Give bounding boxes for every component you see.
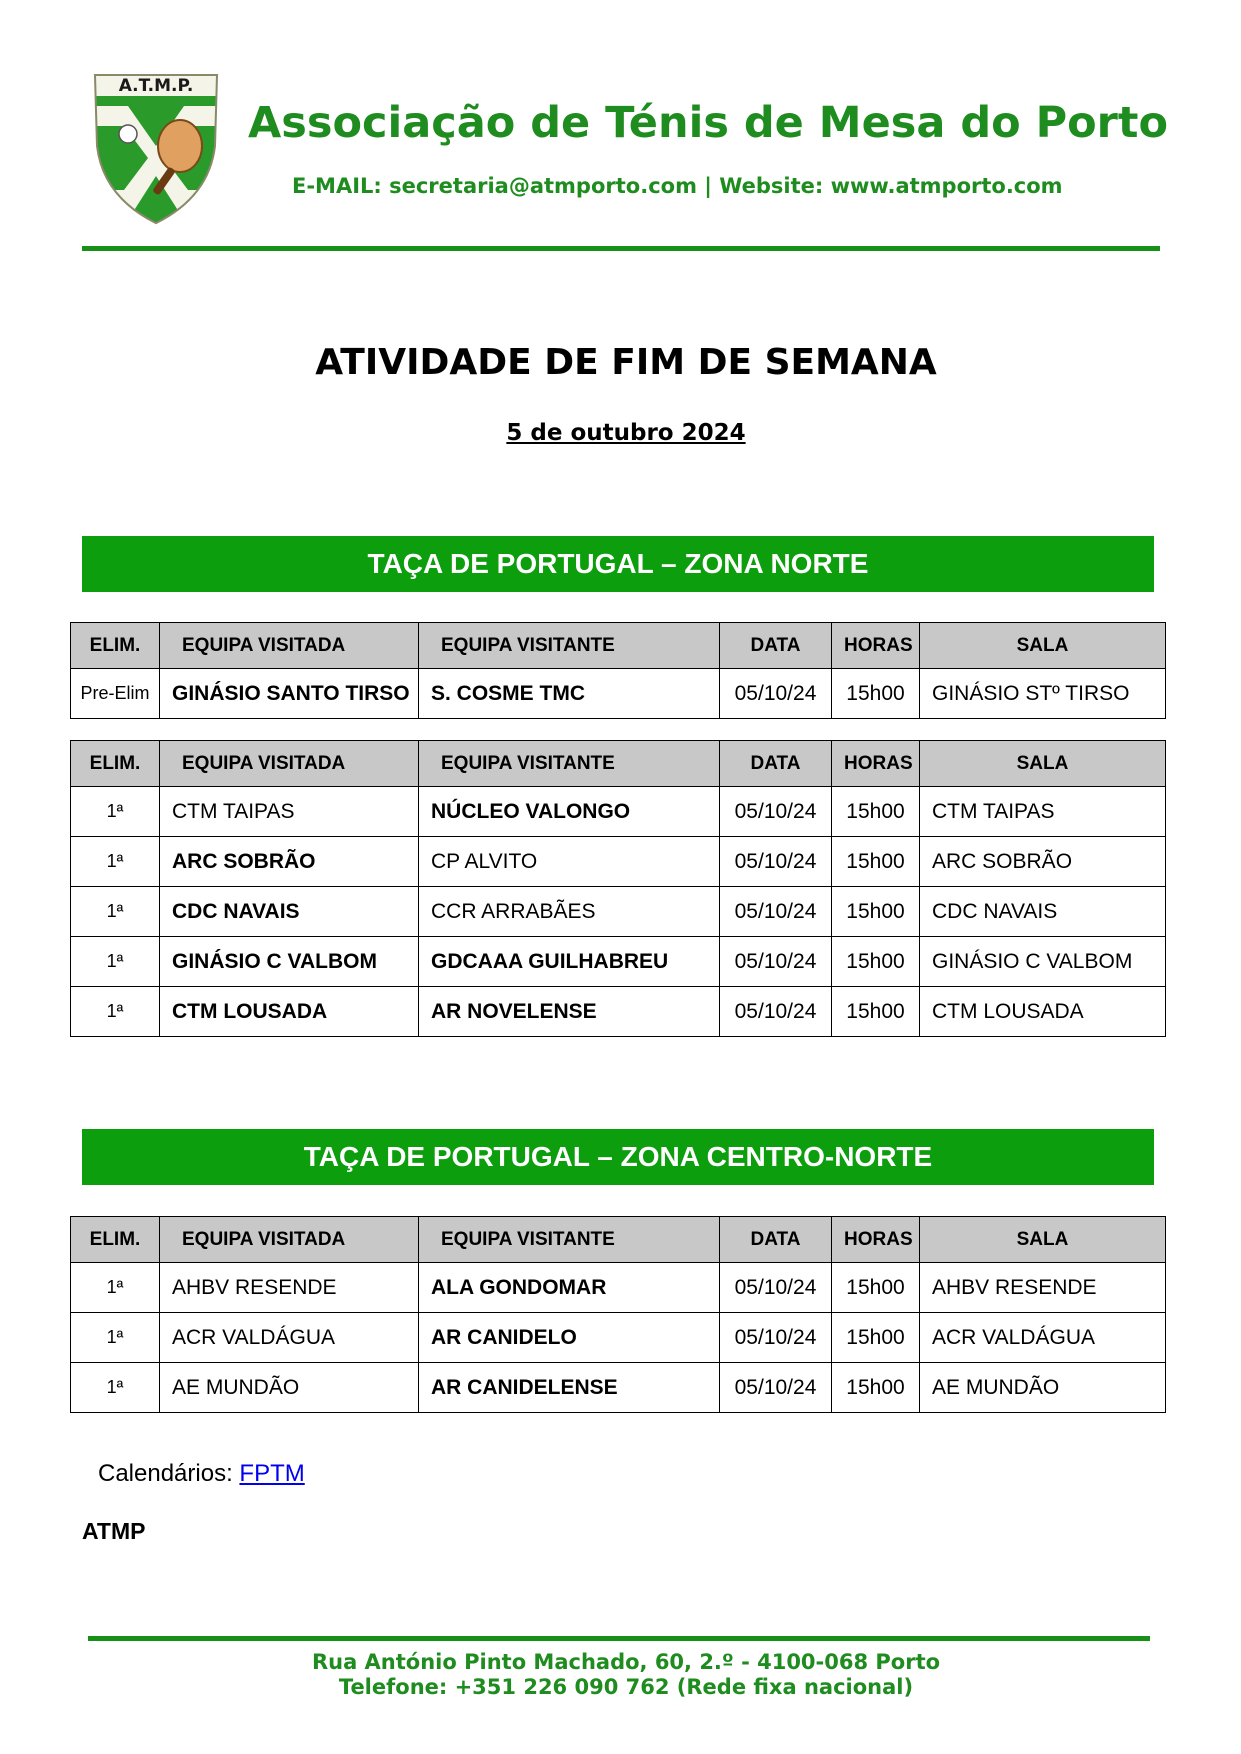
cell-home-team: GINÁSIO SANTO TIRSO <box>160 669 419 719</box>
table-row <box>71 837 1166 887</box>
col-header-venue: SALA <box>920 741 1166 787</box>
footer-address: Rua António Pinto Machado, 60, 2.º - 4100-068 Porto <box>311 1650 941 1674</box>
cell-elim: 1ª <box>71 987 160 1037</box>
cell-away-team: AR CANIDELENSE <box>419 1363 720 1413</box>
calendars-label: Calendários: <box>98 1460 240 1487</box>
cell-home-team: GINÁSIO C VALBOM <box>160 937 419 987</box>
col-header-venue: SALA <box>920 1217 1166 1263</box>
table-row <box>71 1313 1166 1363</box>
cell-time: 15h00 <box>832 937 920 987</box>
atmp-logo <box>88 66 224 226</box>
page-date-text: 5 de outubro 2024 <box>506 420 746 446</box>
col-header-date: DATA <box>720 623 832 669</box>
col-header-home: EQUIPA VISITADA <box>160 741 419 787</box>
table-row <box>71 887 1166 937</box>
col-header-time: HORAS <box>832 623 920 669</box>
cell-away-team: ALA GONDOMAR <box>419 1263 720 1313</box>
table-row <box>71 987 1166 1037</box>
cell-home-team: AHBV RESENDE <box>160 1263 419 1313</box>
cell-date: 05/10/24 <box>720 837 832 887</box>
cell-time: 15h00 <box>832 837 920 887</box>
footer-rule <box>88 1636 1150 1641</box>
cell-date: 05/10/24 <box>720 669 832 719</box>
table-row <box>71 787 1166 837</box>
fptm-link[interactable]: FPTM <box>239 1460 305 1487</box>
cell-time: 15h00 <box>832 669 920 719</box>
header-rule <box>82 246 1160 251</box>
org-name: Associação de Ténis de Mesa do Porto <box>248 98 1168 148</box>
cell-time: 15h00 <box>832 1313 920 1363</box>
cell-time: 15h00 <box>832 1363 920 1413</box>
cell-away-team: CP ALVITO <box>419 837 720 887</box>
cell-home-team: ARC SOBRÃO <box>160 837 419 887</box>
cell-venue: ACR VALDÁGUA <box>920 1313 1166 1363</box>
cell-time: 15h00 <box>832 787 920 837</box>
cell-home-team: ACR VALDÁGUA <box>160 1313 419 1363</box>
cell-venue: AHBV RESENDE <box>920 1263 1166 1313</box>
cell-away-team: AR CANIDELO <box>419 1313 720 1363</box>
cell-venue: CTM LOUSADA <box>920 987 1166 1037</box>
calendars-line <box>98 1460 305 1488</box>
cell-home-team: CTM TAIPAS <box>160 787 419 837</box>
org-contact: E-MAIL: secretaria@atmporto.com | Website: www.atmporto.com <box>292 174 1063 198</box>
cell-elim: Pre-Elim <box>71 669 160 719</box>
col-header-away: EQUIPA VISITANTE <box>419 623 720 669</box>
cell-time: 15h00 <box>832 1263 920 1313</box>
cell-elim: 1ª <box>71 937 160 987</box>
cell-away-team: GDCAAA GUILHABREU <box>419 937 720 987</box>
cell-venue: GINÁSIO STº TIRSO <box>920 669 1166 719</box>
table-header-row <box>71 741 1166 787</box>
cell-away-team: CCR ARRABÃES <box>419 887 720 937</box>
cell-date: 05/10/24 <box>720 1313 832 1363</box>
cell-venue: GINÁSIO C VALBOM <box>920 937 1166 987</box>
cell-home-team: CDC NAVAIS <box>160 887 419 937</box>
section-banner-norte: TAÇA DE PORTUGAL – ZONA NORTE <box>82 536 1154 592</box>
cell-date: 05/10/24 <box>720 937 832 987</box>
cell-date: 05/10/24 <box>720 1363 832 1413</box>
table-row <box>71 1263 1166 1313</box>
col-header-home: EQUIPA VISITADA <box>160 623 419 669</box>
page-title: ATIVIDADE DE FIM DE SEMANA <box>315 342 937 383</box>
cell-date: 05/10/24 <box>720 787 832 837</box>
cell-venue: ARC SOBRÃO <box>920 837 1166 887</box>
logo-text: A.T.M.P. <box>118 76 194 96</box>
cell-date: 05/10/24 <box>720 987 832 1037</box>
cell-date: 05/10/24 <box>720 1263 832 1313</box>
cell-date: 05/10/24 <box>720 887 832 937</box>
signature: ATMP <box>82 1518 146 1544</box>
col-header-elim: ELIM. <box>71 1217 160 1263</box>
fixtures-table <box>70 740 1166 1037</box>
col-header-away: EQUIPA VISITANTE <box>419 741 720 787</box>
cell-elim: 1ª <box>71 887 160 937</box>
page-date <box>0 420 1241 446</box>
fixtures-table <box>70 1216 1166 1413</box>
col-header-date: DATA <box>720 1217 832 1263</box>
col-header-away: EQUIPA VISITANTE <box>419 1217 720 1263</box>
col-header-home: EQUIPA VISITADA <box>160 1217 419 1263</box>
cell-home-team: AE MUNDÃO <box>160 1363 419 1413</box>
cell-elim: 1ª <box>71 1263 160 1313</box>
col-header-time: HORAS <box>832 1217 920 1263</box>
cell-elim: 1ª <box>71 837 160 887</box>
cell-elim: 1ª <box>71 1363 160 1413</box>
cell-venue: AE MUNDÃO <box>920 1363 1166 1413</box>
cell-away-team: AR NOVELENSE <box>419 987 720 1037</box>
table-row <box>71 937 1166 987</box>
fixtures-table <box>70 622 1166 719</box>
table-header-row <box>71 1217 1166 1263</box>
col-header-elim: ELIM. <box>71 623 160 669</box>
cell-time: 15h00 <box>832 987 920 1037</box>
cell-venue: CDC NAVAIS <box>920 887 1166 937</box>
cell-home-team: CTM LOUSADA <box>160 987 419 1037</box>
col-header-date: DATA <box>720 741 832 787</box>
col-header-time: HORAS <box>832 741 920 787</box>
table-header-row <box>71 623 1166 669</box>
cell-elim: 1ª <box>71 1313 160 1363</box>
table-row <box>71 669 1166 719</box>
cell-away-team: NÚCLEO VALONGO <box>419 787 720 837</box>
col-header-venue: SALA <box>920 623 1166 669</box>
col-header-elim: ELIM. <box>71 741 160 787</box>
cell-time: 15h00 <box>832 887 920 937</box>
table-row <box>71 1363 1166 1413</box>
cell-venue: CTM TAIPAS <box>920 787 1166 837</box>
footer-phone: Telefone: +351 226 090 762 (Rede fixa nacional) <box>338 1675 914 1699</box>
section-banner-centro-norte: TAÇA DE PORTUGAL – ZONA CENTRO-NORTE <box>82 1129 1154 1185</box>
cell-elim: 1ª <box>71 787 160 837</box>
cell-away-team: S. COSME TMC <box>419 669 720 719</box>
